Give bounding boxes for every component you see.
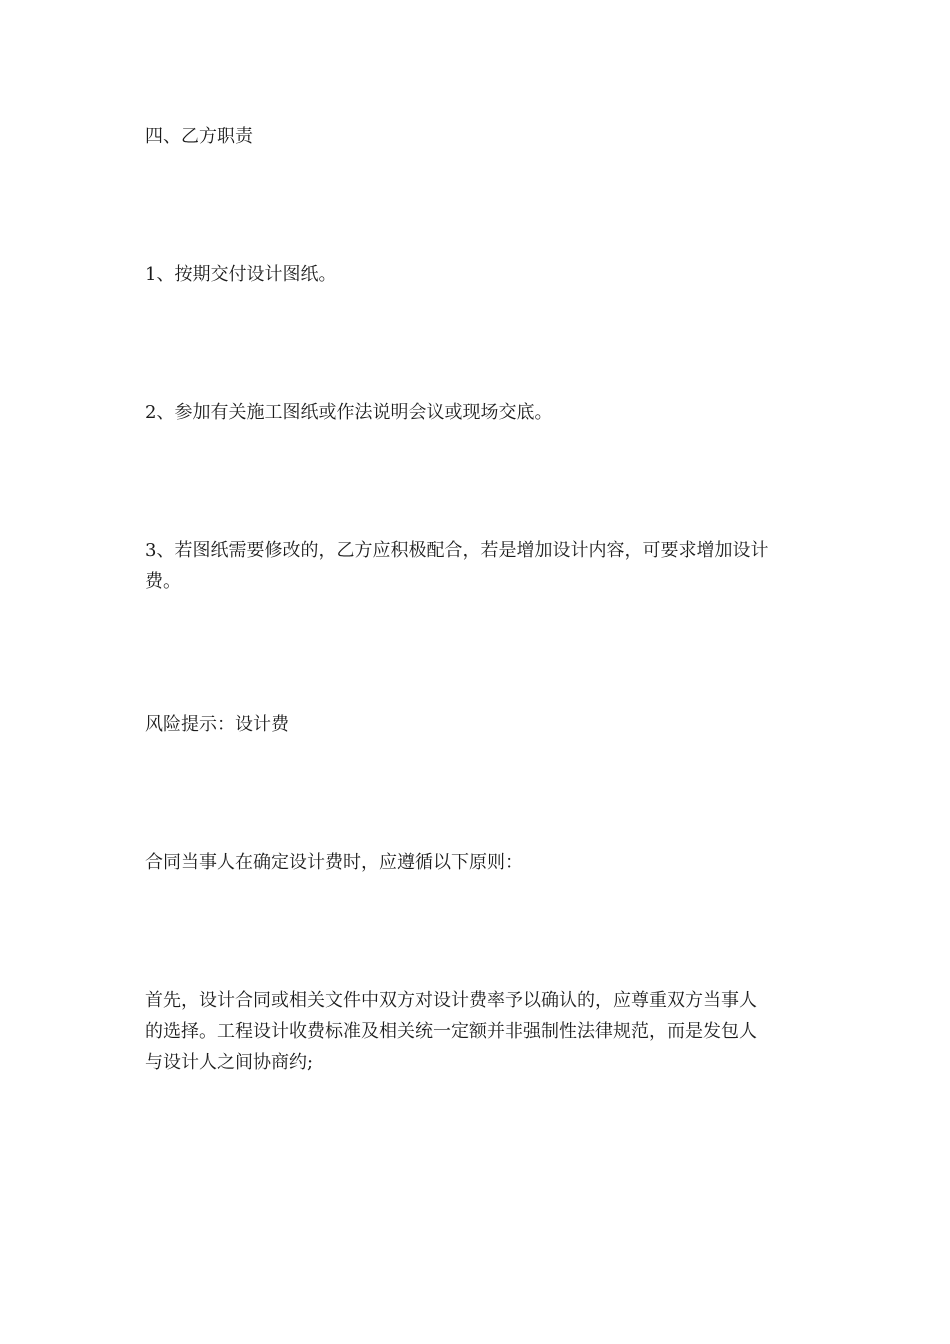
list-item-3	[145, 535, 815, 597]
risk-heading: 风险提示：设计费	[145, 714, 289, 735]
first-principle-line-3: 与设计人之间协商约;	[145, 1052, 314, 1073]
principle-intro: 合同当事人在确定设计费时，应遵循以下原则：	[145, 852, 523, 873]
list-item-1: 1、按期交付设计图纸。	[145, 264, 337, 285]
list-item-3-line-2: 费。	[145, 571, 181, 592]
list-item-3-line-1: 3、若图纸需要修改的，乙方应积极配合，若是增加设计内容，可要求增加设计	[145, 540, 769, 561]
list-item-2: 2、参加有关施工图纸或作法说明会议或现场交底。	[145, 402, 553, 423]
first-principle-line-2: 的选择。工程设计收费标准及相关统一定额并非强制性法律规范，而是发包人	[145, 1021, 757, 1042]
first-principle-paragraph	[145, 985, 815, 1078]
first-principle-line-1: 首先，设计合同或相关文件中双方对设计费率予以确认的，应尊重双方当事人	[145, 990, 757, 1011]
section-heading: 四、乙方职责	[145, 126, 253, 147]
